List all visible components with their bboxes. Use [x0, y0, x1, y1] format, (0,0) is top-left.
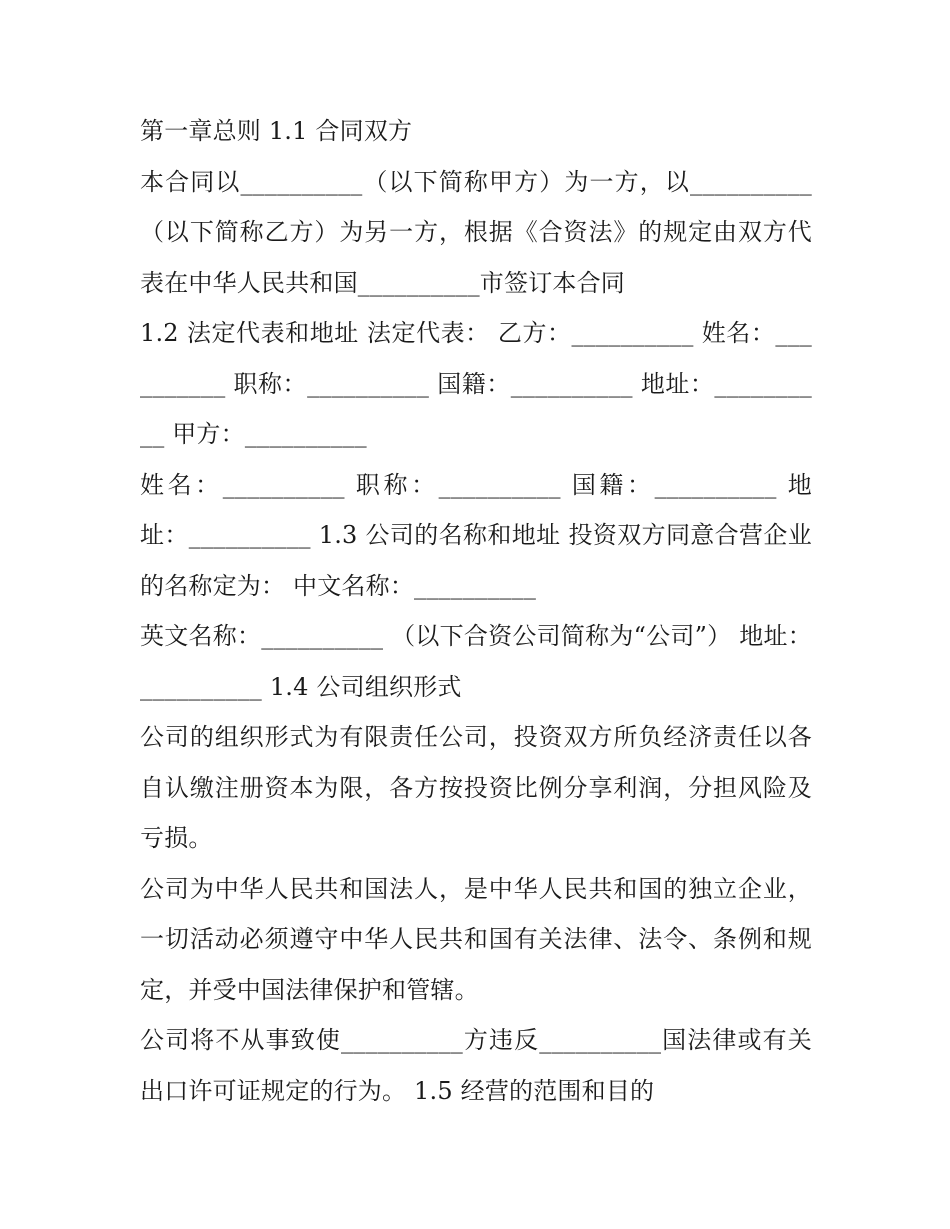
company-name-paragraph: 姓名：__________ 职称：__________ 国籍：__________ 地址：__________ 1.3 公司的名称和地址 投资双方同意合营企业的名称定为： 中文名称：__________ [140, 470, 812, 600]
organization-form-paragraph: 公司的组织形式为有限责任公司，投资双方所负经济责任以各自认缴注册资本为限，各方按投资比例分享利润，分担风险及亏损。 [140, 723, 812, 852]
representatives-paragraph: 1.2 法定代表和地址 法定代表： 乙方：__________ 姓名：__________ 职称：__________ 国籍：__________ 地址：__________ 甲方：__________ [140, 319, 812, 448]
chapter-heading: 第一章总则 1.1 合同双方 [140, 117, 413, 145]
english-name-paragraph: 英文名称：__________ （以下合资公司简称为“公司”） 地址：__________ 1.4 公司组织形式 [140, 622, 812, 701]
legal-person-paragraph: 公司为中华人民共和国法人，是中华人民共和国的独立企业，一切活动必须遵守中华人民共和国有关法律、法令、条例和规定，并受中国法律保护和管辖。 [140, 874, 812, 1004]
parties-paragraph: 本合同以__________（以下简称甲方）为一方，以__________（以下简称乙方）为另一方，根据《合资法》的规定由双方代表在中华人民共和国__________市签订本合同 [140, 167, 812, 297]
prohibited-acts-paragraph: 公司将不从事致使__________方违反__________国法律或有关出口许可证规定的行为。 1.5 经营的范围和目的 [140, 1026, 812, 1105]
contract-body [140, 106, 812, 1116]
